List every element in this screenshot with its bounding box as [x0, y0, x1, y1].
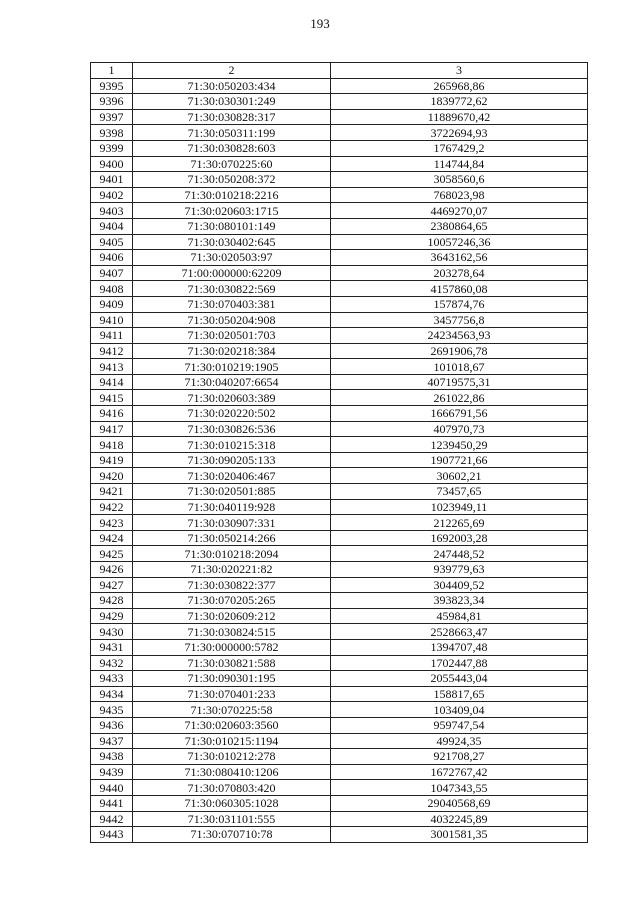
cell-value: 203278,64 [331, 265, 588, 281]
cell-index: 9440 [91, 780, 133, 796]
table-row [91, 187, 588, 203]
cell-cadastral-number: 71:30:020603:3560 [133, 717, 331, 733]
cell-index: 9441 [91, 795, 133, 811]
cell-index: 9405 [91, 234, 133, 250]
cell-index: 9439 [91, 764, 133, 780]
cell-cadastral-number: 71:30:030821:588 [133, 655, 331, 671]
cell-index: 9413 [91, 359, 133, 375]
cell-index: 9410 [91, 312, 133, 328]
cell-value: 2691906,78 [331, 343, 588, 359]
cell-value: 29040568,69 [331, 795, 588, 811]
table-row [91, 733, 588, 749]
cell-index: 9422 [91, 499, 133, 515]
cell-cadastral-number: 71:30:010219:1905 [133, 359, 331, 375]
cell-value: 1907721,66 [331, 452, 588, 468]
cell-value: 921708,27 [331, 749, 588, 765]
cell-cadastral-number: 71:30:020503:97 [133, 250, 331, 266]
cell-index: 9421 [91, 484, 133, 500]
cell-index: 9401 [91, 172, 133, 188]
table-row [91, 593, 588, 609]
cell-index: 9420 [91, 468, 133, 484]
cell-value: 1666791,56 [331, 406, 588, 422]
cell-value: 157874,76 [331, 296, 588, 312]
cell-value: 939779,63 [331, 562, 588, 578]
cell-value: 1692003,28 [331, 530, 588, 546]
cell-cadastral-number: 71:30:030822:377 [133, 577, 331, 593]
cell-index: 9400 [91, 156, 133, 172]
cell-index: 9406 [91, 250, 133, 266]
cell-index: 9395 [91, 78, 133, 94]
cell-cadastral-number: 71:30:060305:1028 [133, 795, 331, 811]
cell-value: 30602,21 [331, 468, 588, 484]
cell-index: 9415 [91, 390, 133, 406]
cell-cadastral-number: 71:30:030907:331 [133, 515, 331, 531]
table-row [91, 577, 588, 593]
cell-value: 212265,69 [331, 515, 588, 531]
cell-index: 9412 [91, 343, 133, 359]
table-row [91, 608, 588, 624]
cell-index: 9423 [91, 515, 133, 531]
cell-index: 9431 [91, 639, 133, 655]
table-row [91, 421, 588, 437]
table-body [91, 78, 588, 842]
page-number: 193 [310, 16, 330, 31]
cell-index: 9424 [91, 530, 133, 546]
cell-cadastral-number: 71:30:031101:555 [133, 811, 331, 827]
table-row [91, 686, 588, 702]
cell-value: 3722694,93 [331, 125, 588, 141]
cell-cadastral-number: 71:30:040119:928 [133, 499, 331, 515]
cell-cadastral-number: 71:30:030822:569 [133, 281, 331, 297]
table-row [91, 406, 588, 422]
table-row [91, 749, 588, 765]
table-row [91, 390, 588, 406]
cell-index: 9403 [91, 203, 133, 219]
cell-cadastral-number: 71:30:010218:2094 [133, 546, 331, 562]
table-row [91, 172, 588, 188]
cell-index: 9437 [91, 733, 133, 749]
cell-index: 9443 [91, 827, 133, 843]
cell-index: 9438 [91, 749, 133, 765]
table-header-row [91, 63, 588, 79]
cell-value: 73457,65 [331, 484, 588, 500]
cell-cadastral-number: 71:30:030828:603 [133, 140, 331, 156]
cell-index: 9428 [91, 593, 133, 609]
cell-index: 9411 [91, 328, 133, 344]
cell-value: 1767429,2 [331, 140, 588, 156]
cell-index: 9417 [91, 421, 133, 437]
cell-value: 45984,81 [331, 608, 588, 624]
cell-index: 9409 [91, 296, 133, 312]
cell-cadastral-number: 71:30:050203:434 [133, 78, 331, 94]
cell-cadastral-number: 71:30:070401:233 [133, 686, 331, 702]
column-header-cadastral-number: 2 [133, 63, 331, 79]
table-row [91, 624, 588, 640]
cell-cadastral-number: 71:30:010218:2216 [133, 187, 331, 203]
cell-cadastral-number: 71:30:010215:318 [133, 437, 331, 453]
table-row [91, 452, 588, 468]
table-row [91, 780, 588, 796]
cell-value: 4157860,08 [331, 281, 588, 297]
table-row [91, 671, 588, 687]
cell-cadastral-number: 71:30:030301:249 [133, 94, 331, 110]
cell-value: 40719575,31 [331, 374, 588, 390]
table-row [91, 109, 588, 125]
cell-index: 9418 [91, 437, 133, 453]
cell-index: 9435 [91, 702, 133, 718]
cell-value: 265968,86 [331, 78, 588, 94]
cell-index: 9427 [91, 577, 133, 593]
cell-cadastral-number: 71:30:020501:885 [133, 484, 331, 500]
table-row [91, 94, 588, 110]
cell-index: 9425 [91, 546, 133, 562]
cell-cadastral-number: 71:30:050204:908 [133, 312, 331, 328]
table-row [91, 515, 588, 531]
cell-index: 9407 [91, 265, 133, 281]
table-row [91, 343, 588, 359]
cell-value: 393823,34 [331, 593, 588, 609]
cell-value: 1672767,42 [331, 764, 588, 780]
table-row [91, 484, 588, 500]
cell-index: 9404 [91, 218, 133, 234]
cell-cadastral-number: 71:30:030402:645 [133, 234, 331, 250]
table-row [91, 328, 588, 344]
table-row [91, 265, 588, 281]
cell-value: 4469270,07 [331, 203, 588, 219]
cell-index: 9416 [91, 406, 133, 422]
cell-value: 768023,98 [331, 187, 588, 203]
cell-cadastral-number: 71:30:020406:467 [133, 468, 331, 484]
cell-cadastral-number: 71:30:030828:317 [133, 109, 331, 125]
cell-value: 261022,86 [331, 390, 588, 406]
column-header-index: 1 [91, 63, 133, 79]
cell-cadastral-number: 71:30:080101:149 [133, 218, 331, 234]
table-row [91, 546, 588, 562]
cell-index: 9397 [91, 109, 133, 125]
cell-index: 9429 [91, 608, 133, 624]
cell-value: 3001581,35 [331, 827, 588, 843]
table-row [91, 203, 588, 219]
table-row [91, 250, 588, 266]
cell-cadastral-number: 71:30:070710:78 [133, 827, 331, 843]
cell-value: 103409,04 [331, 702, 588, 718]
table-row [91, 639, 588, 655]
cell-index: 9433 [91, 671, 133, 687]
cell-value: 114744,84 [331, 156, 588, 172]
cell-value: 24234563,93 [331, 328, 588, 344]
table-row [91, 562, 588, 578]
cell-cadastral-number: 71:30:020603:389 [133, 390, 331, 406]
table-row [91, 156, 588, 172]
table-row [91, 218, 588, 234]
table-row [91, 499, 588, 515]
cell-value: 49924,35 [331, 733, 588, 749]
cell-cadastral-number: 71:30:070205:265 [133, 593, 331, 609]
table-row [91, 359, 588, 375]
cell-value: 4032245,89 [331, 811, 588, 827]
cell-cadastral-number: 71:30:070803:420 [133, 780, 331, 796]
cell-index: 9399 [91, 140, 133, 156]
cell-cadastral-number: 71:30:040207:6654 [133, 374, 331, 390]
cell-index: 9430 [91, 624, 133, 640]
cell-index: 9414 [91, 374, 133, 390]
table-row [91, 312, 588, 328]
cell-value: 3643162,56 [331, 250, 588, 266]
cell-cadastral-number: 71:30:090205:133 [133, 452, 331, 468]
table-row [91, 296, 588, 312]
cell-value: 10057246,36 [331, 234, 588, 250]
cell-cadastral-number: 71:30:030826:536 [133, 421, 331, 437]
cell-value: 2055443,04 [331, 671, 588, 687]
cell-cadastral-number: 71:30:080410:1206 [133, 764, 331, 780]
cell-cadastral-number: 71:30:020609:212 [133, 608, 331, 624]
cell-index: 9432 [91, 655, 133, 671]
cell-cadastral-number: 71:30:020221:82 [133, 562, 331, 578]
cell-cadastral-number: 71:30:020218:384 [133, 343, 331, 359]
table-row [91, 78, 588, 94]
table-row [91, 234, 588, 250]
cell-cadastral-number: 71:30:010215:1194 [133, 733, 331, 749]
cell-index: 9436 [91, 717, 133, 733]
cell-cadastral-number: 71:30:050214:266 [133, 530, 331, 546]
cell-cadastral-number: 71:30:020501:703 [133, 328, 331, 344]
column-header-value: 3 [331, 63, 588, 79]
cell-cadastral-number: 71:30:010212:278 [133, 749, 331, 765]
table-row [91, 811, 588, 827]
cell-value: 3457756,8 [331, 312, 588, 328]
cell-index: 9434 [91, 686, 133, 702]
cell-index: 9398 [91, 125, 133, 141]
cell-index: 9442 [91, 811, 133, 827]
cell-cadastral-number: 71:30:020603:1715 [133, 203, 331, 219]
registry-table [90, 62, 588, 843]
cell-value: 1702447,88 [331, 655, 588, 671]
cell-cadastral-number: 71:30:020220:502 [133, 406, 331, 422]
cell-index: 9396 [91, 94, 133, 110]
table-row [91, 827, 588, 843]
table-row [91, 764, 588, 780]
cell-value: 1239450,29 [331, 437, 588, 453]
table-row [91, 795, 588, 811]
cell-value: 1394707,48 [331, 639, 588, 655]
cell-index: 9408 [91, 281, 133, 297]
cell-cadastral-number: 71:30:050311:199 [133, 125, 331, 141]
cell-value: 2528663,47 [331, 624, 588, 640]
table-row [91, 530, 588, 546]
cell-cadastral-number: 71:30:030824:515 [133, 624, 331, 640]
cell-value: 2380864,65 [331, 218, 588, 234]
cell-value: 407970,73 [331, 421, 588, 437]
table-row [91, 717, 588, 733]
cell-value: 11889670,42 [331, 109, 588, 125]
cell-value: 1023949,11 [331, 499, 588, 515]
cell-value: 3058560,6 [331, 172, 588, 188]
cell-value: 1047343,55 [331, 780, 588, 796]
table-row [91, 125, 588, 141]
cell-value: 304409,52 [331, 577, 588, 593]
cell-index: 9419 [91, 452, 133, 468]
table-row [91, 702, 588, 718]
cell-index: 9402 [91, 187, 133, 203]
table-row [91, 655, 588, 671]
cell-value: 158817,65 [331, 686, 588, 702]
cell-value: 247448,52 [331, 546, 588, 562]
cell-cadastral-number: 71:30:070225:58 [133, 702, 331, 718]
cell-cadastral-number: 71:00:000000:62209 [133, 265, 331, 281]
cell-cadastral-number: 71:30:070403:381 [133, 296, 331, 312]
table-row [91, 140, 588, 156]
cell-value: 101018,67 [331, 359, 588, 375]
cell-index: 9426 [91, 562, 133, 578]
cell-value: 1839772,62 [331, 94, 588, 110]
cell-value: 959747,54 [331, 717, 588, 733]
cell-cadastral-number: 71:30:000000:5782 [133, 639, 331, 655]
table-row [91, 468, 588, 484]
table-row [91, 437, 588, 453]
cell-cadastral-number: 71:30:070225:60 [133, 156, 331, 172]
table-row [91, 374, 588, 390]
cell-cadastral-number: 71:30:090301:195 [133, 671, 331, 687]
table-row [91, 281, 588, 297]
cell-cadastral-number: 71:30:050208:372 [133, 172, 331, 188]
